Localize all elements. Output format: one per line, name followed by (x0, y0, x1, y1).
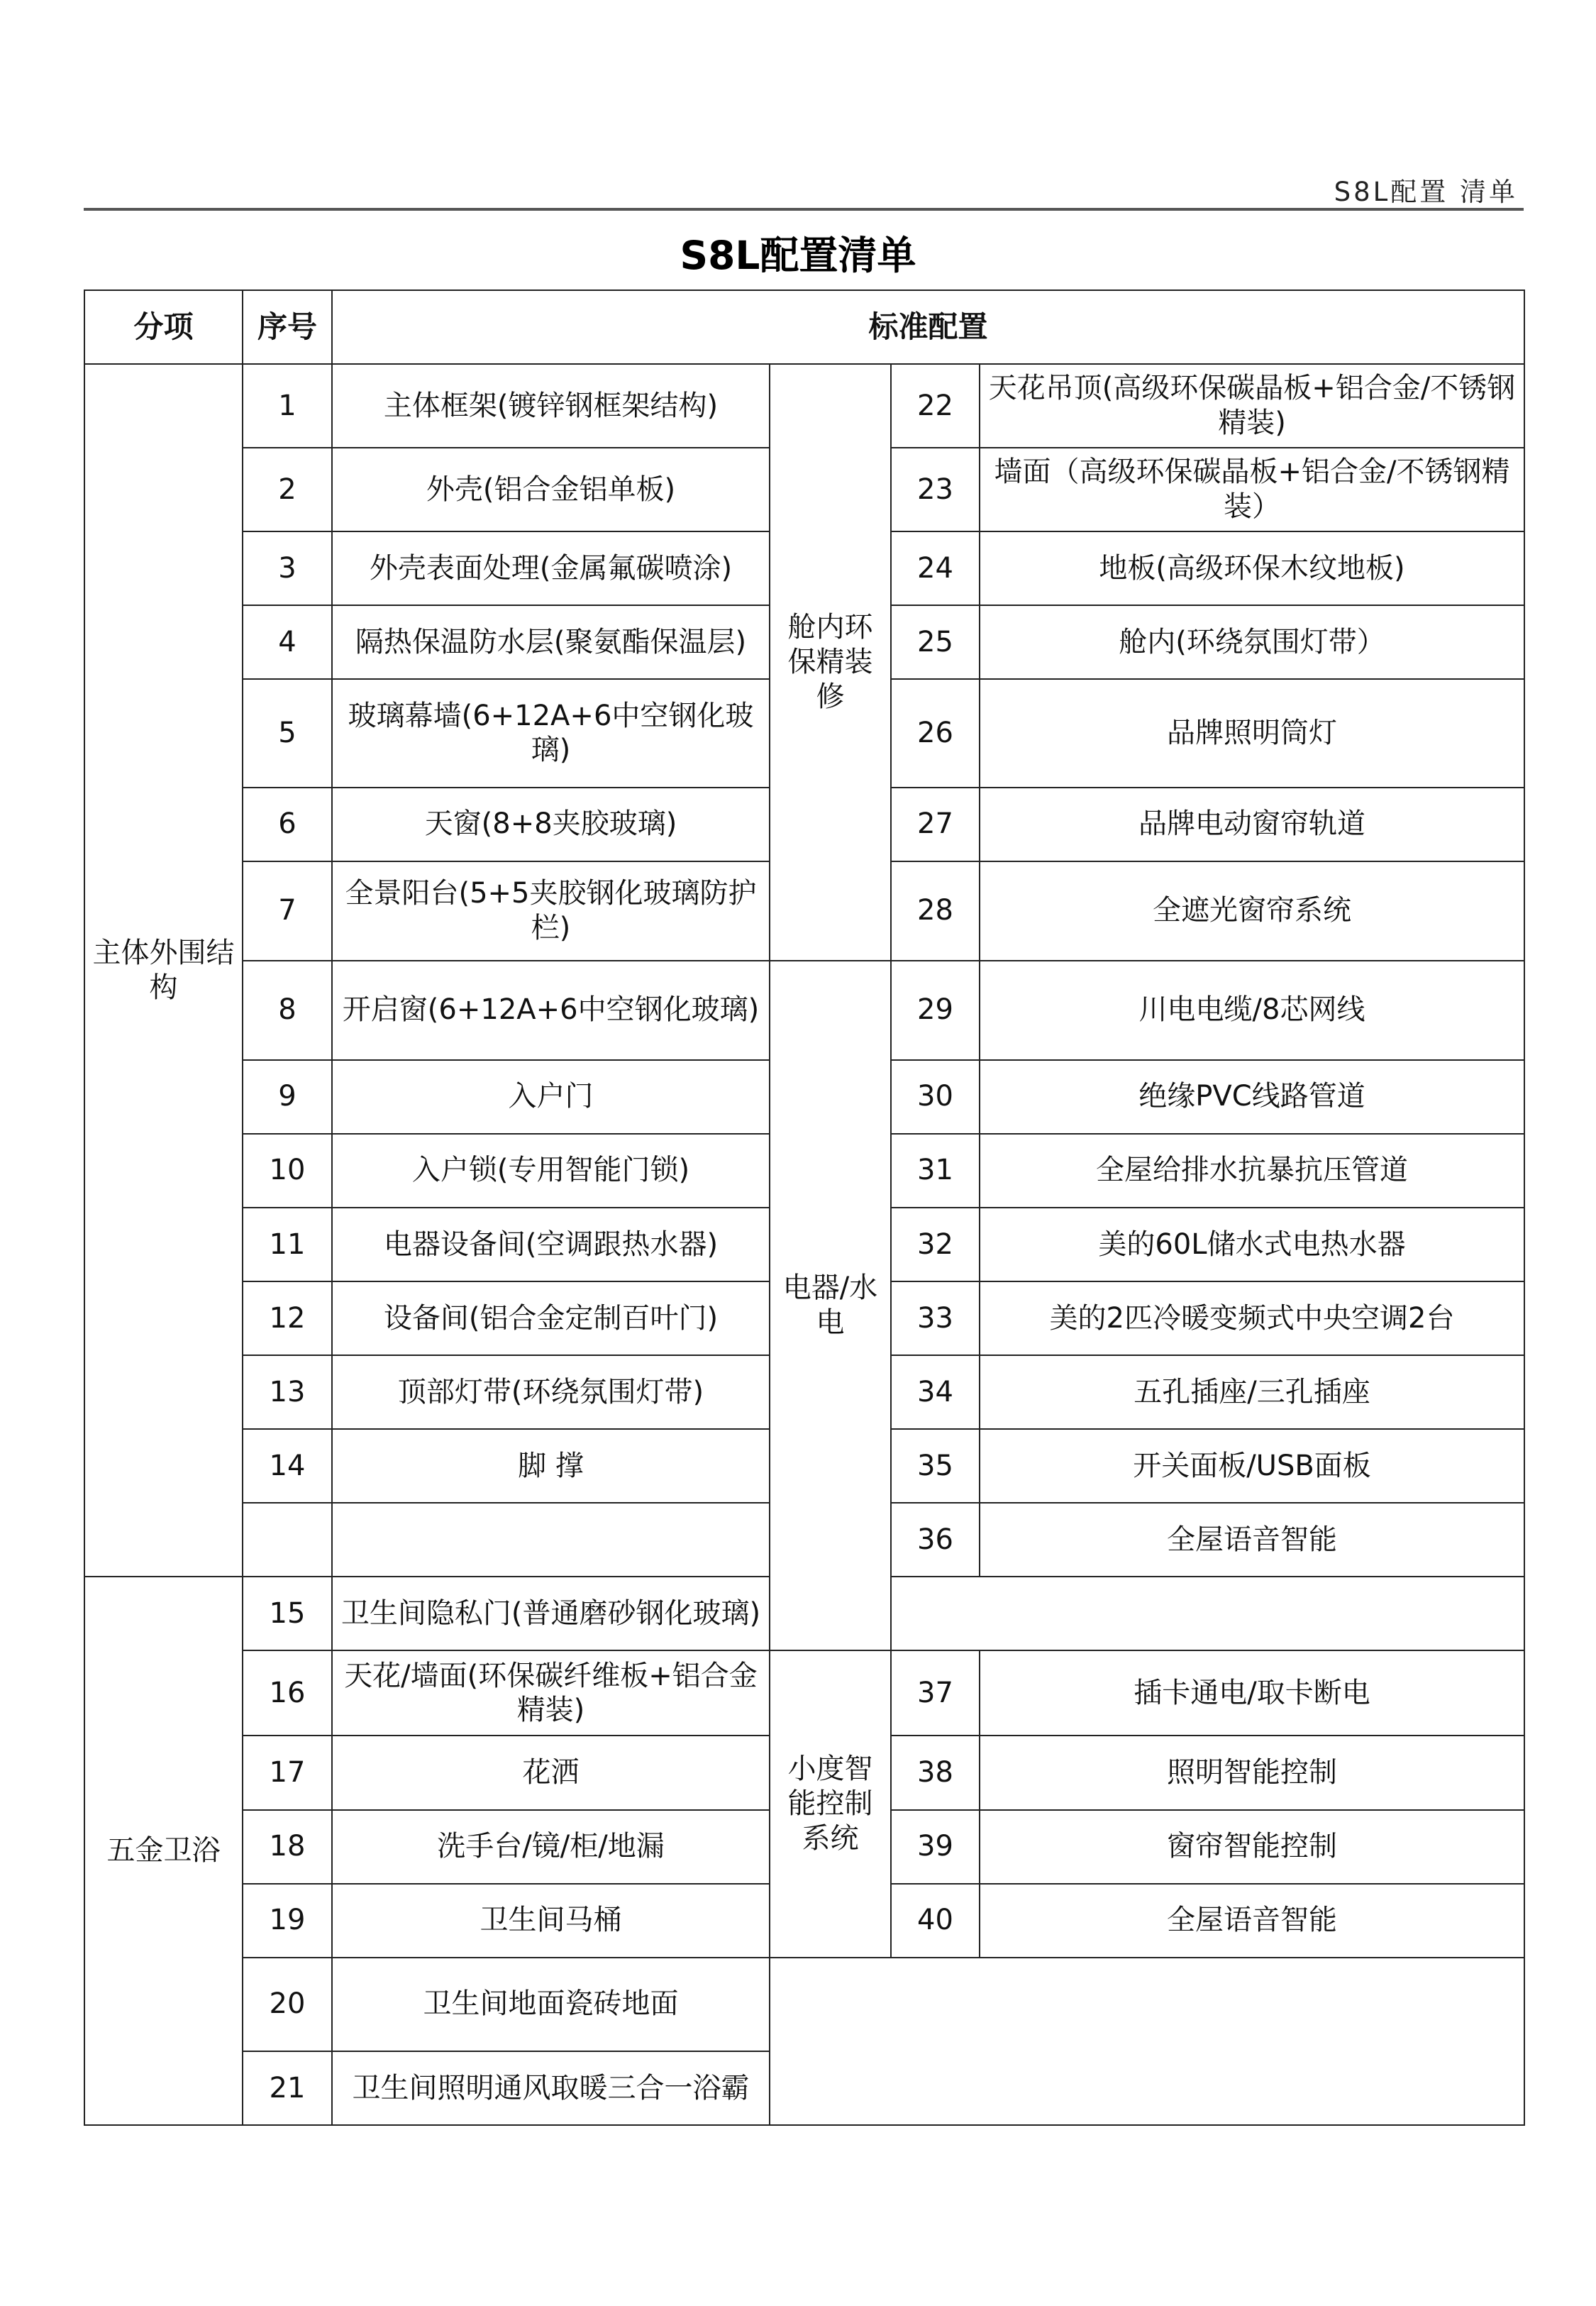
row-item: 花洒 (332, 1736, 770, 1809)
row-number: 14 (243, 1429, 332, 1503)
row-number: 39 (891, 1810, 980, 1884)
row-item: 卫生间照明通风取暖三合一浴霸 (332, 2051, 770, 2125)
row-item: 设备间(铝合金定制百叶门) (332, 1281, 770, 1355)
table-row (84, 364, 1524, 448)
row-number: 38 (891, 1736, 980, 1809)
row-item: 全屋给排水抗暴抗压管道 (980, 1134, 1524, 1208)
row-number: 11 (243, 1208, 332, 1281)
row-item: 天窗(8+8夹胶玻璃) (332, 788, 770, 861)
row-number: 25 (891, 605, 980, 679)
row-item: 卫生间地面瓷砖地面 (332, 1958, 770, 2051)
row-item: 窗帘智能控制 (980, 1810, 1524, 1884)
row-number: 18 (243, 1810, 332, 1884)
page-title: S8L配置清单 (680, 233, 916, 278)
row-item: 顶部灯带(环绕氛围灯带) (332, 1355, 770, 1429)
row-item: 天花吊顶(高级环保碳晶板+铝合金/不锈钢精装) (980, 364, 1524, 448)
row-number: 24 (891, 531, 980, 605)
header-category: 分项 (84, 290, 243, 364)
row-item: 天花/墙面(环保碳纤维板+铝合金精装) (332, 1650, 770, 1736)
row-item: 电器设备间(空调跟热水器) (332, 1208, 770, 1281)
row-number: 23 (891, 448, 980, 531)
row-item: 绝缘PVC线路管道 (980, 1060, 1524, 1134)
row-number-empty (243, 1503, 332, 1577)
group-bathroom: 五金卫浴 (84, 1577, 243, 2125)
row-number: 13 (243, 1355, 332, 1429)
row-item: 五孔插座/三孔插座 (980, 1355, 1524, 1429)
row-number: 20 (243, 1958, 332, 2051)
row-item: 舱内(环绕氛围灯带） (980, 605, 1524, 679)
row-item: 脚 撑 (332, 1429, 770, 1503)
header-rule (84, 208, 1524, 211)
row-item-empty (332, 1503, 770, 1577)
group-main-structure: 主体外围结构 (84, 364, 243, 1577)
row-number: 1 (243, 364, 332, 448)
row-item: 洗手台/镜/柜/地漏 (332, 1810, 770, 1884)
row-number: 10 (243, 1134, 332, 1208)
row-number: 33 (891, 1281, 980, 1355)
table-row (84, 1650, 1524, 1736)
row-number: 19 (243, 1884, 332, 1958)
row-item: 玻璃幕墙(6+12A+6中空钢化玻璃) (332, 679, 770, 787)
row-item: 开启窗(6+12A+6中空钢化玻璃) (332, 961, 770, 1060)
row-number: 16 (243, 1650, 332, 1736)
row-number: 2 (243, 448, 332, 531)
row-item: 美的60L储水式电热水器 (980, 1208, 1524, 1281)
row-number: 7 (243, 861, 332, 961)
row-item: 全屋语音智能 (980, 1884, 1524, 1958)
row-number: 30 (891, 1060, 980, 1134)
row-number: 35 (891, 1429, 980, 1503)
row-number: 36 (891, 1503, 980, 1577)
row-number: 15 (243, 1577, 332, 1650)
header-number: 序号 (243, 290, 332, 364)
row-item: 全景阳台(5+5夹胶钢化玻璃防护栏) (332, 861, 770, 961)
row-number: 12 (243, 1281, 332, 1355)
row-item: 墙面（高级环保碳晶板+铝合金/不锈钢精装） (980, 448, 1524, 531)
row-item: 卫生间马桶 (332, 1884, 770, 1958)
row-item: 插卡通电/取卡断电 (980, 1650, 1524, 1736)
row-item: 开关面板/USB面板 (980, 1429, 1524, 1503)
blank-cell (891, 1577, 1524, 1650)
blank-cell (770, 1958, 1524, 2125)
row-number: 22 (891, 364, 980, 448)
row-item: 隔热保温防水层(聚氨酯保温层) (332, 605, 770, 679)
row-number: 29 (891, 961, 980, 1060)
row-number: 31 (891, 1134, 980, 1208)
row-item: 主体框架(镀锌钢框架结构) (332, 364, 770, 448)
row-number: 32 (891, 1208, 980, 1281)
row-item: 外壳(铝合金铝单板) (332, 448, 770, 531)
row-item: 全遮光窗帘系统 (980, 861, 1524, 961)
row-item: 入户锁(专用智能门锁) (332, 1134, 770, 1208)
row-item: 外壳表面处理(金属氟碳喷涂) (332, 531, 770, 605)
row-number: 21 (243, 2051, 332, 2125)
row-number: 40 (891, 1884, 980, 1958)
header-row (84, 290, 1524, 364)
table-row (84, 961, 1524, 1060)
row-item: 入户门 (332, 1060, 770, 1134)
row-number: 9 (243, 1060, 332, 1134)
header-standard: 标准配置 (332, 290, 1524, 364)
row-item: 照明智能控制 (980, 1736, 1524, 1809)
row-item: 品牌照明筒灯 (980, 679, 1524, 787)
row-number: 17 (243, 1736, 332, 1809)
configuration-table (84, 289, 1525, 2126)
row-number: 28 (891, 861, 980, 961)
row-item: 品牌电动窗帘轨道 (980, 788, 1524, 861)
row-number: 8 (243, 961, 332, 1060)
group-cabin-decor: 舱内环保精装修 (770, 364, 891, 961)
row-number: 5 (243, 679, 332, 787)
group-electrical: 电器/水电 (770, 961, 891, 1651)
row-number: 3 (243, 531, 332, 605)
table-row (84, 1958, 1524, 2051)
row-number: 26 (891, 679, 980, 787)
row-item: 美的2匹冷暖变频式中央空调2台 (980, 1281, 1524, 1355)
group-smart-control: 小度智能控制系统 (770, 1650, 891, 1957)
running-header: S8L配置 清单 (1334, 177, 1518, 207)
row-item: 全屋语音智能 (980, 1503, 1524, 1577)
row-number: 4 (243, 605, 332, 679)
row-item: 川电电缆/8芯网线 (980, 961, 1524, 1060)
row-item: 卫生间隐私门(普通磨砂钢化玻璃) (332, 1577, 770, 1650)
row-number: 6 (243, 788, 332, 861)
row-item: 地板(高级环保木纹地板) (980, 531, 1524, 605)
row-number: 37 (891, 1650, 980, 1736)
row-number: 34 (891, 1355, 980, 1429)
row-number: 27 (891, 788, 980, 861)
